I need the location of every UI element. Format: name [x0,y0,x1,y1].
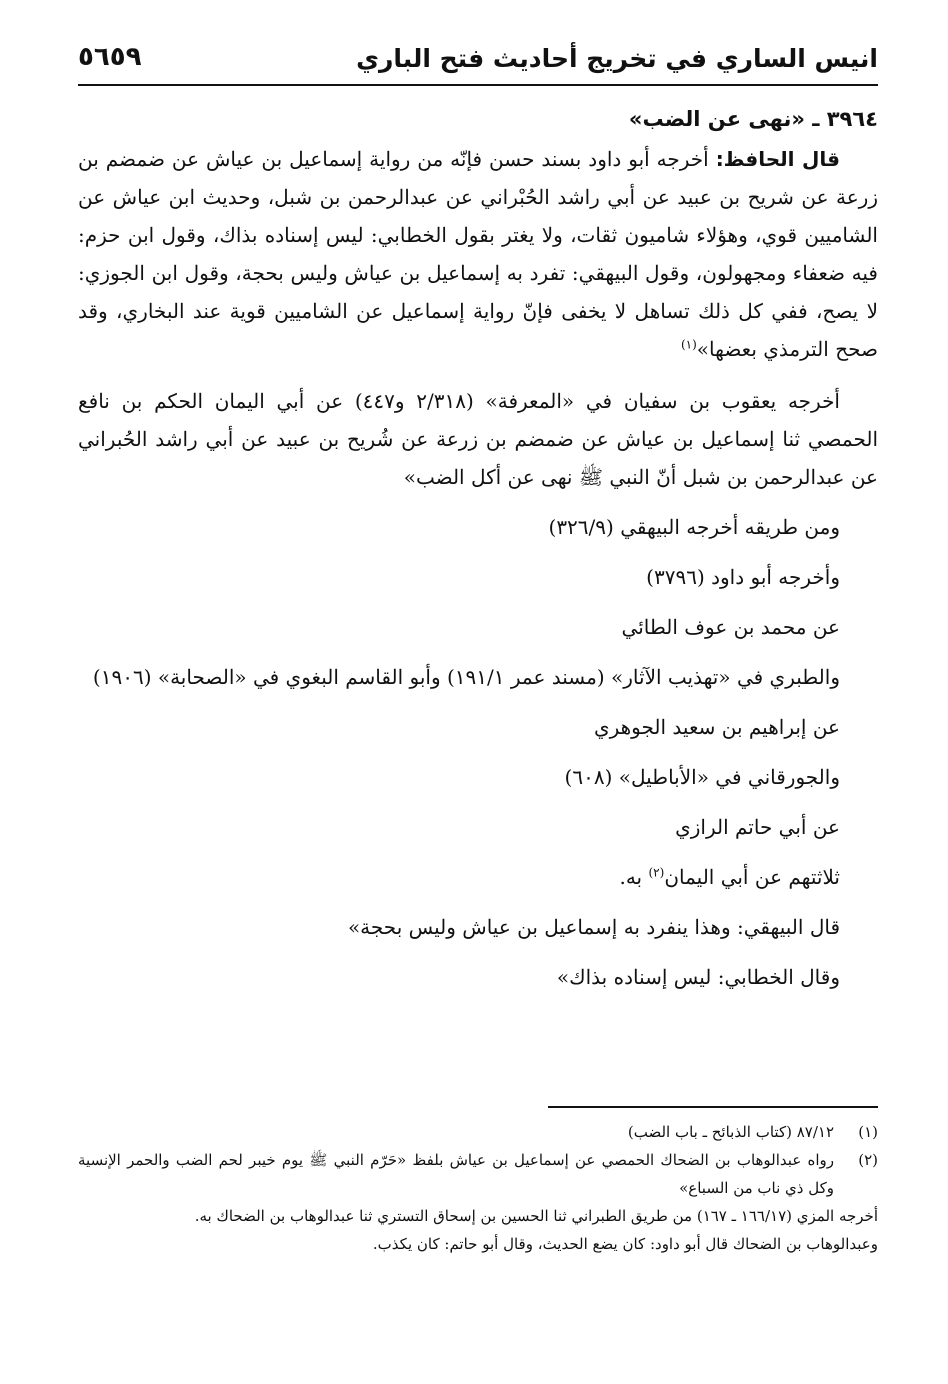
takhrij-paragraph: أخرجه يعقوب بن سفيان في «المعرفة» (٢/٣١٨ و٤٤٧) عن أبي اليمان الحكم بن نافع الحمصي ثنا إسماعيل بن عياش عن ضمضم بن زرعة عن شُريح بن عبيد عن أبي راشد الحُبراني عن عبدالرحمن بن شبل أنّ النبي ﷺ نهى عن أكل الضب» [78,389,878,489]
line-8-text: ثلاثتهم عن أبي اليمان [664,865,840,889]
line-9: قال البيهقي: وهذا ينفرد به إسماعيل بن عياش وليس بحجة» [347,915,840,939]
line-10: وقال الخطابي: ليس إسناده بذاك» [556,965,840,989]
line-8-end: به. [619,865,649,889]
running-title: انيس الساري في تخريج أحاديث فتح الباري [356,44,878,73]
page-number: ٥٦٥٩ [78,42,142,72]
line-3: عن محمد بن عوف الطائي [621,615,840,639]
footnote-ref-1: (١) [680,337,697,352]
footnote-2-number: (٢) [858,1151,878,1169]
footnote-1-text: ٨٧/١٢ (كتاب الذبائح ـ باب الضب) [627,1123,834,1141]
intro-label: قال الحافظ: [715,147,840,171]
footnote-2-text: رواه عبدالوهاب بن الضحاك الحمصي عن إسماعيل بن عياش بلفظ «حَرّم النبي ﷺ يوم خيبر لحم الضب والحمر الإنسية وكل ذي ناب من السباع» [78,1151,834,1197]
footnote-2-continuation-2: وعبدالوهاب بن الضحاك قال أبو داود: كان يضع الحديث، وقال أبو حاتم: كان يكذب. [372,1235,878,1253]
footnote-1 [78,1118,878,1146]
line-5: عن إبراهيم بن سعيد الجوهري [593,715,840,739]
intro-text: أخرجه أبو داود بسند حسن فإنّه من رواية إسماعيل بن عياش عن ضمضم بن زرعة عن شريح بن عبيد عن أبي راشد الحُبْراني عن عبدالرحمن بن شبل، وحديث ابن عياش عن الشاميين قوي، وهؤلاء شاميون ثقات، ولا يغتر بقول الخطابي: ليس إسناده بذاك، وقول ابن حزم: فيه ضعفاء ومجهولون، وقول البيهقي: تفرد به إسماعيل بن عياش وليس بحجة، وقول ابن الجوزي: لا يصح، ففي كل ذلك تساهل لا يخفى فإنّ رواية إسماعيل عن الشاميين قوية عند البخاري، وقد صحح الترمذي بعضها» [78,147,878,361]
line-8 [78,858,878,896]
intro-paragraph [78,140,878,368]
footnote-divider [548,1106,878,1108]
hadith-heading: ٣٩٦٤ ـ «نهى عن الضب» [628,107,878,131]
line-7: عن أبي حاتم الرازي [675,815,840,839]
line-6: والجورقاني في «الأباطيل» (٦٠٨) [564,765,840,789]
running-header [78,38,878,86]
footnote-2-continuation-1: أخرجه المزي (١٦٦/١٧ ـ ١٦٧) من طريق الطبراني ثنا الحسين بن إسحاق التستري ثنا عبدالوهاب بن الضحاك به. [194,1207,878,1225]
footnote-1-number: (١) [858,1123,878,1141]
line-2: وأخرجه أبو داود (٣٧٩٦) [646,565,840,589]
line-1: ومن طريقه أخرجه البيهقي (٣٢٦/٩) [548,515,840,539]
main-text [78,100,878,996]
line-4: والطبري في «تهذيب الآثار» (مسند عمر ١٩١/١) وأبو القاسم البغوي في «الصحابة» (١٩٠٦) [92,665,840,689]
footnote-2 [78,1146,878,1202]
footnotes [78,1118,878,1258]
footnote-ref-2: (٢) [648,865,665,880]
